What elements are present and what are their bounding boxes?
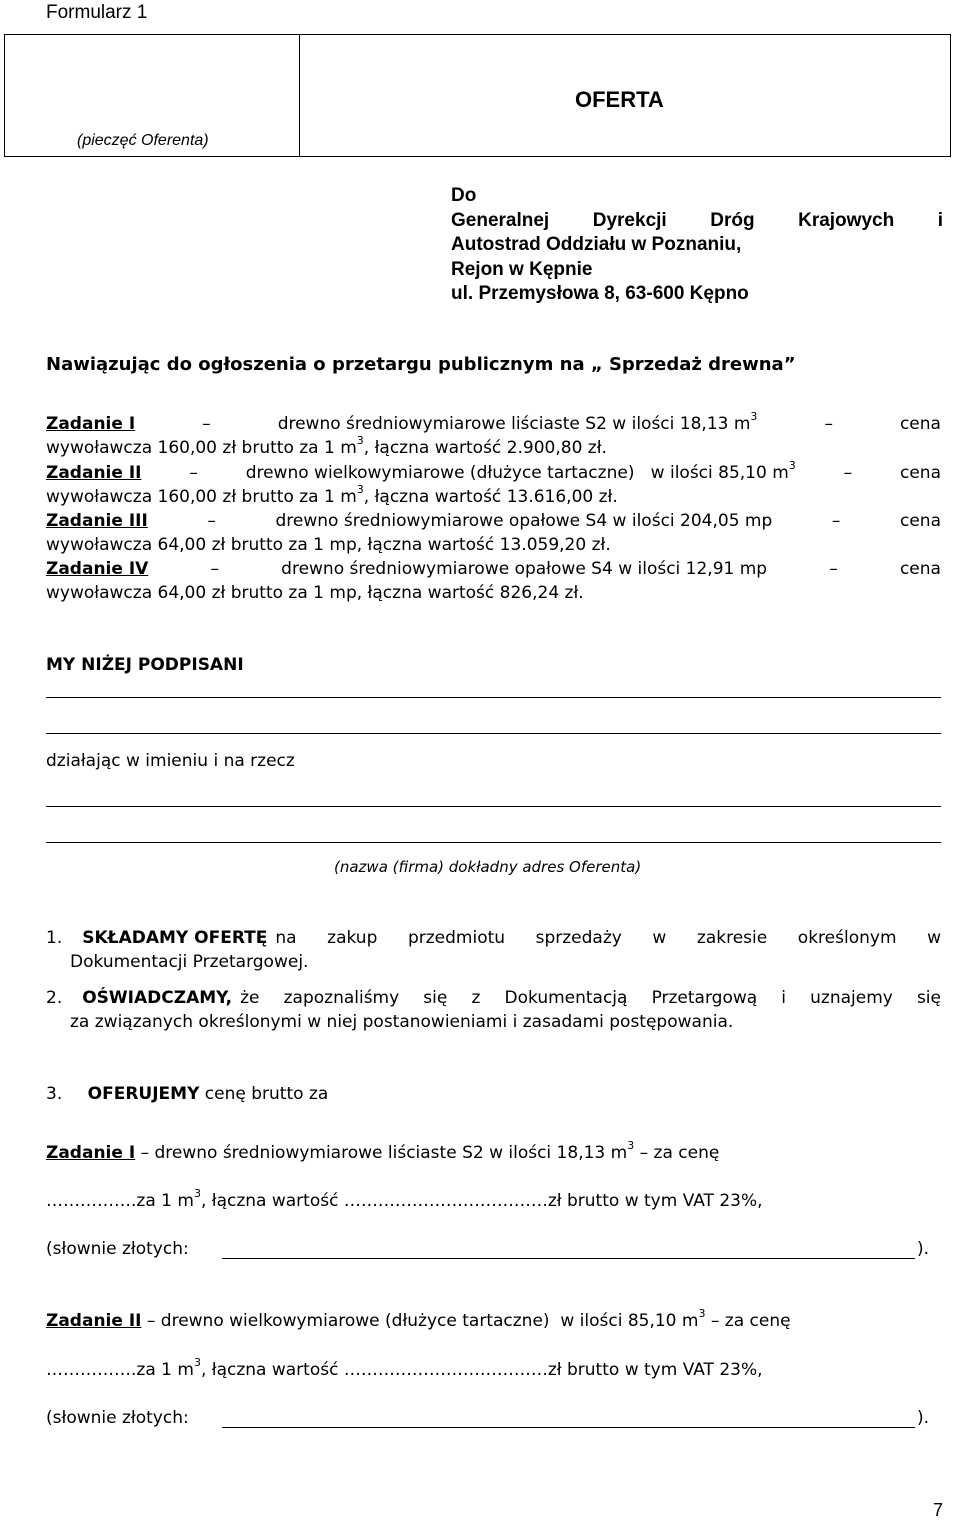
- offer-title: OFERTA: [575, 87, 664, 112]
- item-number: 1.: [46, 928, 63, 948]
- task-dash: –: [829, 559, 838, 579]
- item-bold: SKŁADAMY OFERTĘ: [82, 928, 268, 948]
- item-text: na zakup przedmiotu sprzedaży w zakresie określonym w: [275, 928, 941, 948]
- item-bold: OŚWIADCZAMY,: [82, 988, 233, 1008]
- offer-1-words-field[interactable]: [222, 1258, 915, 1259]
- item-3: [46, 1082, 328, 1106]
- signature-name-line[interactable]: [46, 697, 941, 698]
- task-name: Zadanie II: [46, 463, 142, 483]
- task-cena: cena: [899, 414, 941, 434]
- task-cena: cena: [900, 463, 941, 483]
- offer-2-words-field[interactable]: [222, 1427, 915, 1428]
- firm-name-line[interactable]: [46, 806, 941, 807]
- item-bold: OFERUJEMY: [87, 1084, 200, 1104]
- offer-2-words-line: (słownie złotych:: [46, 1408, 189, 1428]
- task-2-line-1: [46, 459, 941, 484]
- acting-label: działając w imieniu i na rzecz: [46, 751, 295, 771]
- offer-1-words-line: (słownie złotych:: [46, 1239, 189, 1259]
- task-1-line-2: wywoławcza 160,00 zł brutto za 1 $m^3$, łączna wartość 2.900,80 zł.: [46, 434, 607, 458]
- stamp-caption: (pieczęć Oferenta): [77, 132, 209, 149]
- addressee-word: i: [937, 209, 943, 231]
- header-box: [4, 34, 951, 157]
- header-divider: [299, 35, 300, 156]
- item-number: 3.: [46, 1084, 63, 1104]
- addressee-line: Autostrad Oddziału w Poznaniu,: [451, 234, 742, 255]
- item-2: [46, 986, 941, 1034]
- task-dash: –: [824, 414, 833, 434]
- addressee-block: [451, 184, 943, 307]
- offer-2-price-line[interactable]: …………….za 1 $m^3$, łączna wartość ………………………………zł brutto w tym VAT 23%,: [46, 1356, 763, 1380]
- addressee-line: Do: [451, 185, 477, 206]
- addressee-word: Generalnej: [451, 209, 550, 231]
- item-text: cenę brutto za: [204, 1084, 329, 1104]
- offer-1-line-1: Zadanie I – drewno średniowymiarowe liściaste S2 w ilości 18,13 $m^3$ – za cenę: [46, 1139, 720, 1163]
- addressee-line: [451, 209, 943, 234]
- item-number: 2.: [46, 988, 63, 1008]
- firm-name-line[interactable]: [46, 842, 941, 843]
- offer-task-name: Zadanie I: [46, 1143, 136, 1163]
- item-1: [46, 926, 941, 974]
- task-name: Zadanie IV: [46, 559, 149, 579]
- offer-1-words-end: ).: [917, 1239, 930, 1259]
- addressee-line: Rejon w Kępnie: [451, 258, 593, 280]
- addressee-word: Dróg: [710, 209, 755, 231]
- task-1-line-1: [46, 410, 941, 435]
- offer-2-words-end: ).: [917, 1408, 930, 1428]
- task-4-line-2: wywoławcza 64,00 zł brutto za 1 mp, łączna wartość 826,24 zł.: [46, 583, 584, 603]
- task-cena: cena: [900, 511, 941, 531]
- addressee-word: Krajowych: [798, 209, 895, 231]
- task-3-line-2: wywoławcza 64,00 zł brutto za 1 mp, łączna wartość 13.059,20 zł.: [46, 535, 611, 555]
- intro-text: Nawiązując do ogłoszenia o przetargu publicznym na „ Sprzedaż drewna”: [46, 354, 796, 375]
- task-4-line-1: [46, 558, 941, 580]
- task-dash: –: [831, 511, 841, 531]
- task-description: drewno średniowymiarowe liściaste S2 w ilości 18,13 $m^3$: [277, 410, 758, 434]
- addressee-line: ul. Przemysłowa 8, 63-600 Kępno: [451, 283, 749, 304]
- task-name: Zadanie I: [46, 414, 136, 434]
- task-2-line-2: wywoławcza 160,00 zł brutto za 1 $m^3$, łączna wartość 13.616,00 zł.: [46, 483, 618, 507]
- addressee-word: Dyrekcji: [592, 209, 667, 231]
- item-text: że zapoznaliśmy się z Dokumentacją Przetargową i uznajemy się: [240, 988, 941, 1008]
- offer-2-line-1: Zadanie II – drewno wielkowymiarowe (dłużyce tartaczne) w ilości 85,10 $m^3$ – za cenę: [46, 1307, 791, 1331]
- offer-task-name: Zadanie II: [46, 1311, 142, 1331]
- task-dash: –: [189, 463, 198, 483]
- firm-caption: (nazwa (firma) dokładny adres Oferenta): [334, 858, 642, 876]
- task-name: Zadanie III: [46, 511, 148, 531]
- form-label: Formularz 1: [46, 2, 148, 23]
- item-text-line-2: za związanych określonymi w niej postanowieniami i zasadami postępowania.: [70, 1012, 734, 1032]
- offer-1-price-line[interactable]: …………….za 1 $m^3$, łączna wartość ………………………………zł brutto w tym VAT 23%,: [46, 1187, 763, 1211]
- task-cena: cena: [899, 559, 941, 579]
- task-3-line-1: [46, 510, 941, 532]
- task-dash: –: [843, 463, 853, 483]
- signed-heading: MY NIŻEJ PODPISANI: [46, 655, 244, 675]
- task-dash: –: [207, 511, 216, 531]
- task-description: drewno średniowymiarowe opałowe S4 w ilości 204,05 mp: [275, 511, 773, 531]
- page-number: 7: [933, 1500, 944, 1520]
- task-dash: –: [202, 414, 211, 434]
- item-text-line-2: Dokumentacji Przetargowej.: [70, 952, 309, 972]
- signature-name-line[interactable]: [46, 733, 941, 734]
- task-dash: –: [210, 559, 219, 579]
- task-description: drewno wielkowymiarowe (dłużyce tartaczne) w ilości 85,10 $m^3$: [245, 459, 796, 483]
- task-description: drewno średniowymiarowe opałowe S4 w ilości 12,91 mp: [281, 559, 768, 579]
